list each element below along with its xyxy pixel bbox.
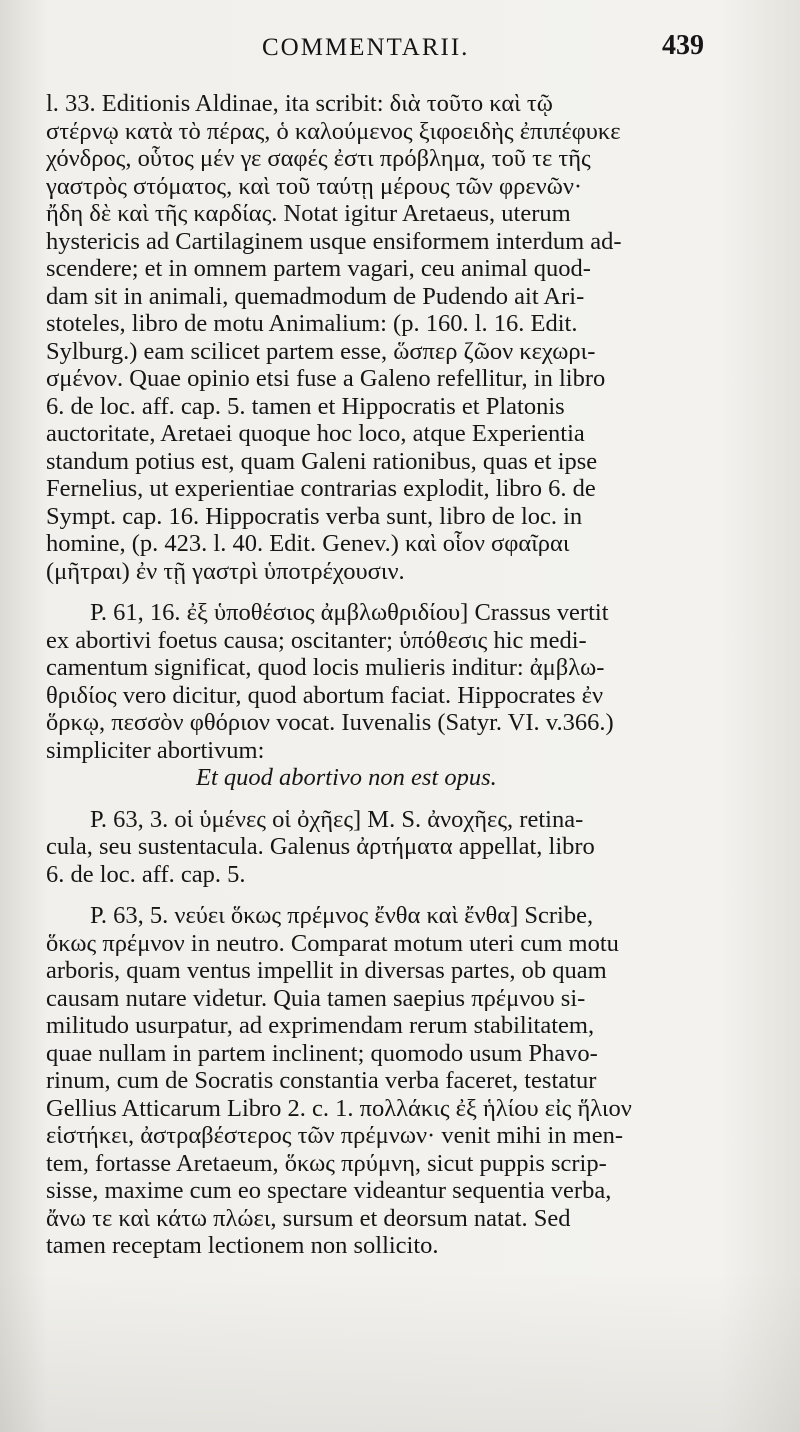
page-header xyxy=(0,30,800,70)
paragraph-gap xyxy=(46,888,784,902)
text-line: σμένον. Quae opinio etsi fuse a Galeno refellitur, in libro xyxy=(46,365,606,392)
text-line: ἤδη δὲ καὶ τῆς καρδίας. Notat igitur Aretaeus, uterum xyxy=(46,200,571,227)
text-line: homine, (p. 423. l. 40. Edit. Genev.) καὶ οἷον σφαῖραι xyxy=(46,530,570,557)
text-line: ὅκως πρέμνον in neutro. Comparat motum uteri cum motu xyxy=(46,929,619,957)
text-line: causam nutare videtur. Quia tamen saepius πρέμνου si- xyxy=(46,984,586,1012)
text-line: tamen receptam lectionem non sollicito. xyxy=(46,1232,439,1259)
text-line: γαστρὸς στόματος, καὶ τοῦ ταύτῃ μέρους τῶν φρενῶν· xyxy=(46,172,583,200)
paragraph-continued xyxy=(46,90,784,585)
text-line: ἄνω τε καὶ κάτω πλώει, sursum et deorsum natat. Sed xyxy=(46,1204,571,1232)
text-line: χόνδρος, οὗτος μέν γε σαφές ἐστι πρόβλημα, τοῦ τε τῆς xyxy=(46,145,591,172)
text-line: ὅρκῳ, πεσσὸν φθόριον vocat. Iuvenalis (Satyr. VI. v.366.) xyxy=(46,709,614,736)
text-line: scendere; et in omnem partem vagari, ceu animal quod- xyxy=(46,255,591,282)
text-line: (μῆτραι) ἐν τῇ γαστρὶ ὑποτρέχουσιν. xyxy=(46,557,405,585)
page-number: 439 xyxy=(662,30,704,61)
text-line: dam sit in animali, quemadmodum de Pudendo ait Ari- xyxy=(46,282,585,310)
text-line: εἱστήκει, ἀστραβέστερος τῶν πρέμνων· venit mihi in men- xyxy=(46,1122,624,1149)
text-line: standum potius est, quam Galeni rationibus, quas et ipse xyxy=(46,447,598,475)
paragraph-gap xyxy=(46,792,784,806)
text-line: P. 63, 5. νεύει ὅκως πρέμνος ἔνθα καὶ ἔνθα] Scribe, xyxy=(90,902,594,929)
running-title: COMMENTARII. xyxy=(262,34,470,61)
text-line: στέρνῳ κατὰ τὸ πέρας, ὁ καλούμενος ξιφοειδὴς ἐπιπέφυκε xyxy=(46,117,621,145)
text-line: Sylburg.) eam scilicet partem esse, ὥσπερ ζῶον κεχωρι- xyxy=(46,337,596,365)
text-line: tem, fortasse Aretaeum, ὅκως πρύμνη, sicut puppis scrip- xyxy=(46,1149,607,1177)
text-line: hystericis ad Cartilaginem usque ensiformem interdum ad- xyxy=(46,227,622,255)
text-line: camentum significat, quod locis mulieris inditur: ἀμβλω- xyxy=(46,654,605,681)
text-line: Sympt. cap. 16. Hippocratis verba sunt, libro de loc. in xyxy=(46,502,583,530)
text-line: 6. de loc. aff. cap. 5. xyxy=(46,860,246,888)
text-line: stoteles, libro de motu Animalium: (p. 160. l. 16. Edit. xyxy=(46,310,578,337)
note-p63-3 xyxy=(46,806,784,889)
page-body xyxy=(46,90,784,1260)
page-shadow xyxy=(0,1272,800,1432)
text-line: ex abortivi foetus causa; oscitanter; ὑπόθεσις hic medi- xyxy=(46,626,587,654)
paragraph-gap xyxy=(46,585,784,599)
text-line: auctoritate, Aretaei quoque hoc loco, atque Experientia xyxy=(46,420,585,447)
text-line: 6. de loc. aff. cap. 5. tamen et Hippocratis et Platonis xyxy=(46,392,565,420)
text-line: quae nullam in partem inclinent; quomodo usum Phavo- xyxy=(46,1039,598,1067)
note-p61 xyxy=(46,599,784,792)
text-line: arboris, quam ventus impellit in diversas partes, ob quam xyxy=(46,957,607,984)
text-line: cula, seu sustentacula. Galenus ἀρτήματα appellat, libro xyxy=(46,833,595,860)
text-line: sisse, maxime cum eo spectare videantur sequentia verba, xyxy=(46,1177,612,1204)
text-line: Fernelius, ut experientiae contrarias explodit, libro 6. de xyxy=(46,475,596,502)
verse-quote: Et quod abortivo non est opus. xyxy=(196,764,497,791)
text-line: Gellius Atticarum Libro 2. c. 1. πολλάκις ἐξ ἡλίου εἰς ἥλιον xyxy=(46,1094,632,1122)
text-line: P. 63, 3. οἱ ὑμένες οἱ ὀχῆες] M. S. ἀνοχῆες, retina- xyxy=(90,805,584,833)
text-line: militudo usurpatur, ad exprimendam rerum stabilitatem, xyxy=(46,1012,595,1039)
text-line: P. 61, 16. ἐξ ὑποθέσιος ἀμβλωθριδίου] Crassus vertit xyxy=(90,599,609,626)
note-p63-5 xyxy=(46,902,784,1260)
text-line: θριδίος vero dicitur, quod abortum faciat. Hippocrates ἐν xyxy=(46,681,604,709)
text-line: rinum, cum de Socratis constantia verba faceret, testatur xyxy=(46,1067,597,1094)
text-line: simpliciter abortivum: xyxy=(46,736,265,764)
text-line: l. 33. Editionis Aldinae, ita scribit: διὰ τοῦτο καὶ τῷ xyxy=(46,90,553,117)
